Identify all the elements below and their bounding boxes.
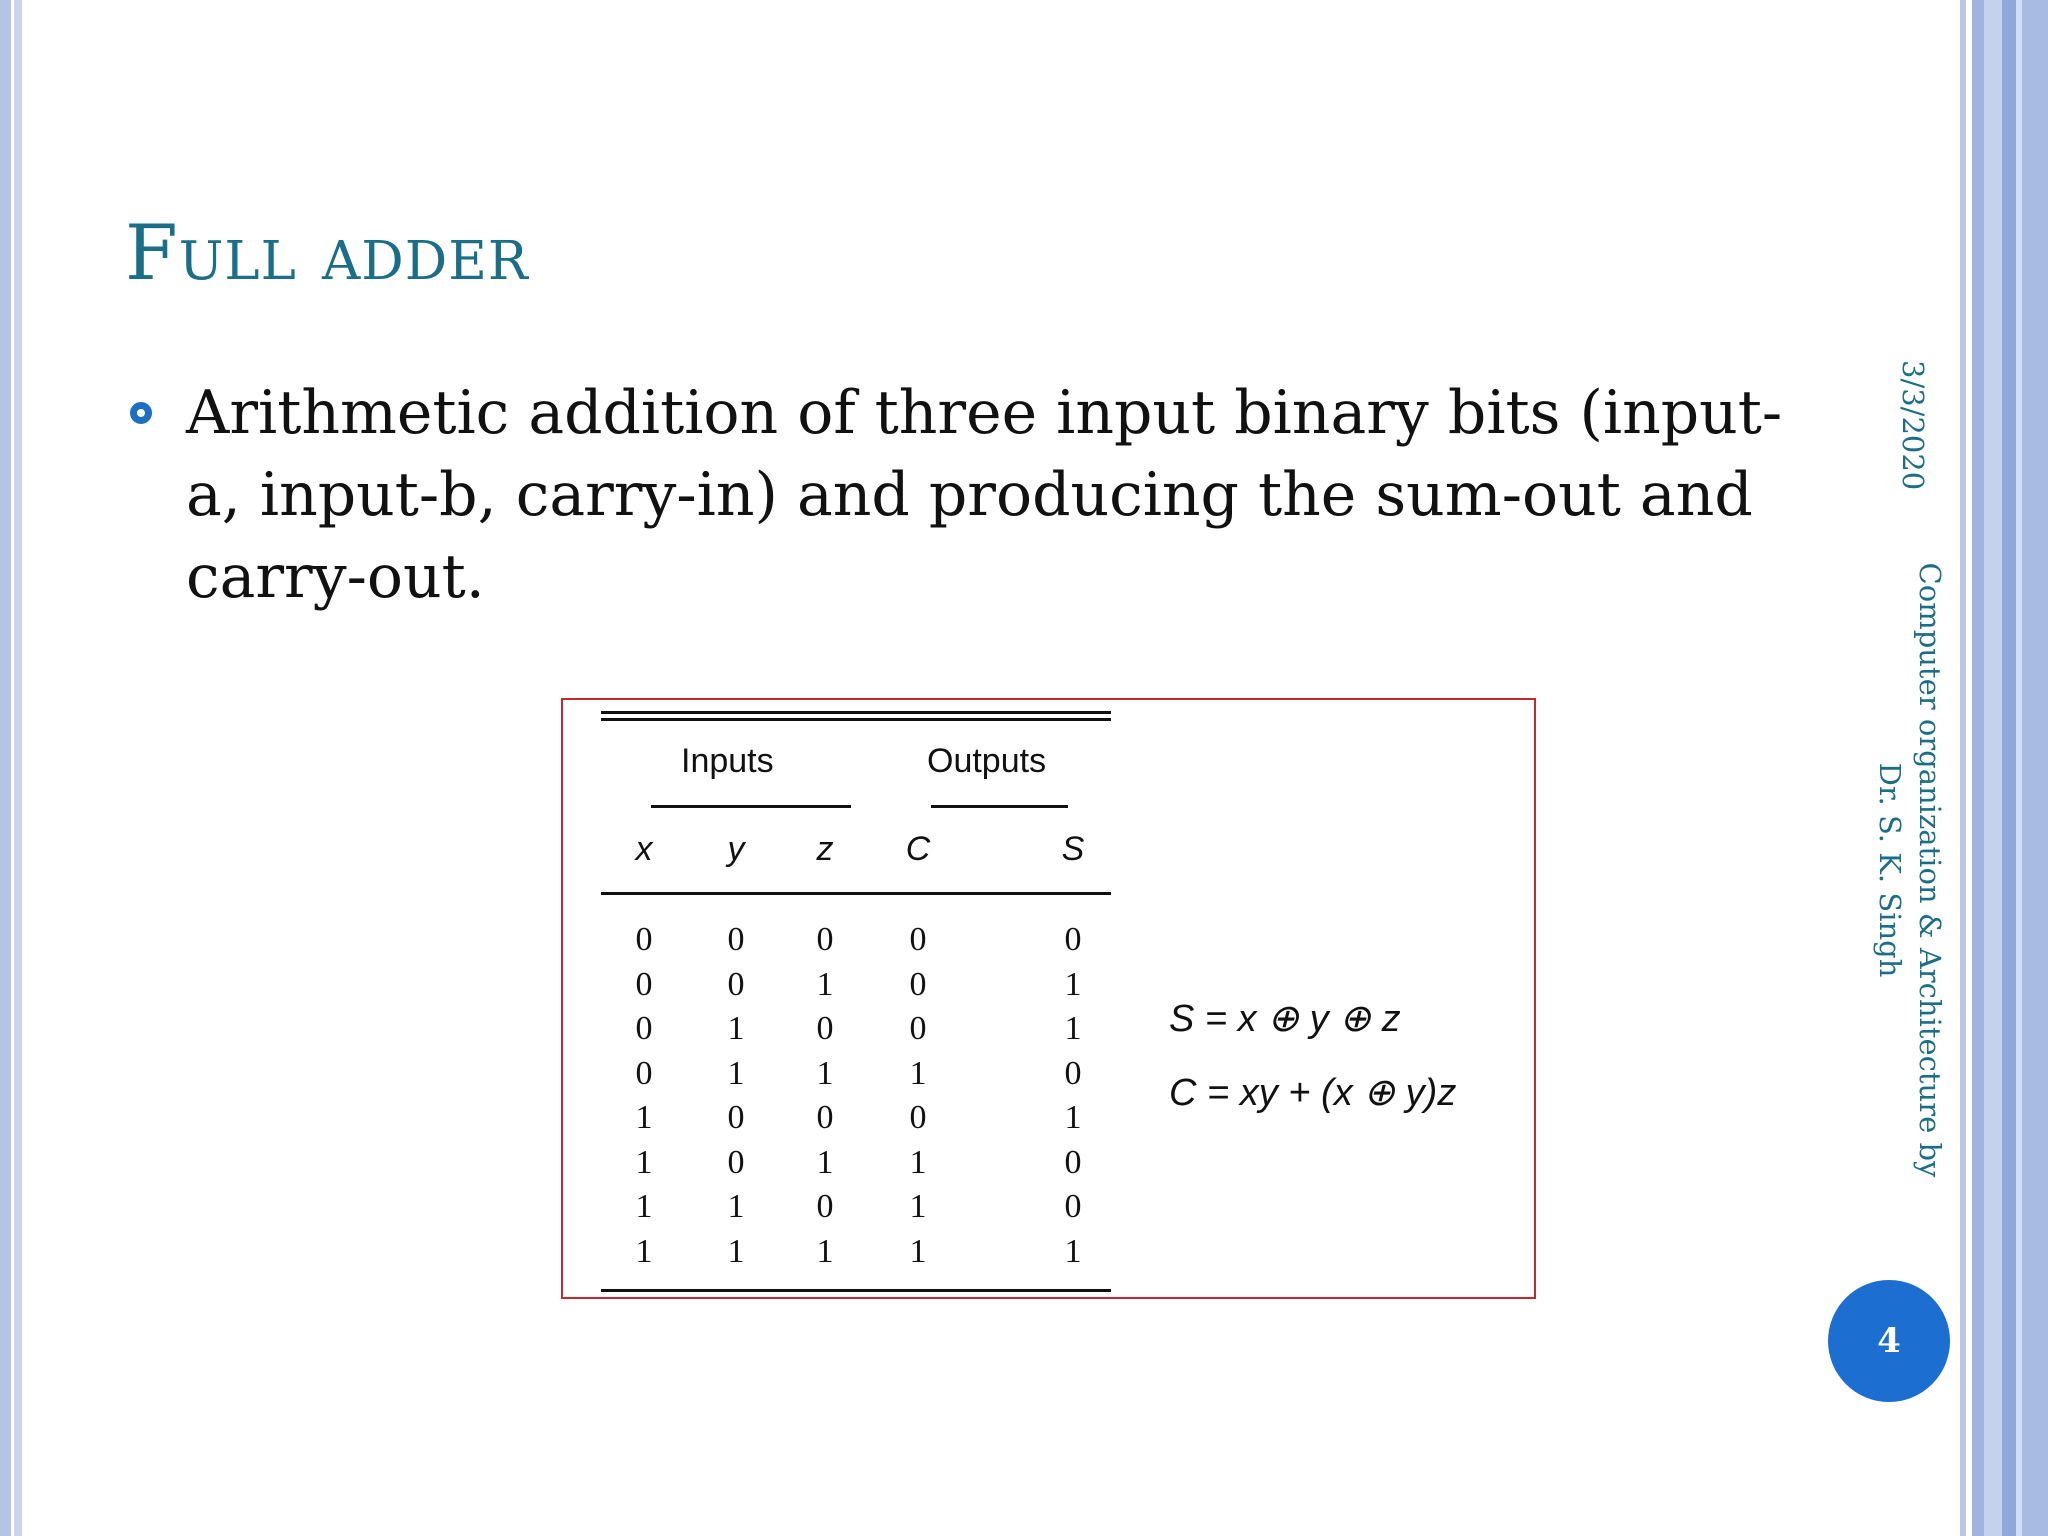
table-cell: 1	[1064, 965, 1082, 1003]
table-cell: 0	[635, 1054, 653, 1092]
slide-date: 3/3/2020	[1896, 360, 1930, 491]
column-header-c: C	[905, 830, 931, 868]
table-top-rule	[601, 711, 1111, 714]
table-cell: 1	[727, 1054, 745, 1092]
table-header-rule	[601, 892, 1111, 895]
table-cell: 0	[727, 965, 745, 1003]
column-x-values	[624, 918, 664, 1274]
table-cell: 0	[1064, 921, 1082, 958]
table-cell: 0	[727, 1099, 745, 1136]
table-cell: 1	[727, 1232, 745, 1270]
slide-title: Full adder	[125, 208, 529, 297]
right-decoration-stripe	[1984, 0, 2002, 1536]
table-cell: 1	[635, 1232, 653, 1270]
column-header-z: z	[816, 830, 834, 868]
table-cell: 1	[816, 1232, 834, 1270]
table-cell: 1	[909, 1143, 927, 1181]
bullet-circle-icon	[130, 402, 152, 424]
bullet-text: Arithmetic addition of three input binary bits (input-a, input-b, carry-in) and producing the sum-out and carry-out.	[186, 378, 1783, 612]
column-header-x: x	[635, 830, 653, 868]
table-cell: 0	[727, 1143, 745, 1181]
sum-equation: S = x ⊕ y ⊕ z	[1169, 998, 1401, 1040]
column-header-y: y	[727, 830, 745, 868]
left-decoration-stripe	[0, 0, 11, 1536]
table-cell: 0	[1064, 1054, 1082, 1092]
table-cell: 1	[635, 1188, 653, 1225]
table-cell: 0	[909, 921, 927, 958]
column-s-values	[1053, 918, 1093, 1274]
truth-table-figure	[561, 698, 1536, 1299]
table-cell: 1	[635, 1099, 653, 1136]
table-cell: 1	[909, 1232, 927, 1270]
table-cell: 0	[909, 1010, 927, 1047]
right-decoration-stripe	[1960, 0, 1966, 1536]
table-cell: 1	[727, 1010, 745, 1047]
table-cell: 0	[909, 1099, 927, 1136]
right-decoration-stripe	[2002, 0, 2016, 1536]
slide-footer: Computer organization & Architecture by Dr. S. K. Singh	[1873, 562, 1947, 1178]
inputs-underline	[651, 805, 851, 808]
table-cell: 0	[1064, 1143, 1082, 1181]
left-decoration-stripe	[14, 0, 22, 1536]
column-header-s: S	[1061, 830, 1085, 868]
table-cell: 0	[816, 1010, 834, 1047]
column-y-values	[716, 918, 756, 1274]
outputs-header: Outputs	[927, 742, 1047, 780]
inputs-header: Inputs	[681, 742, 774, 780]
table-cell: 1	[1064, 1010, 1082, 1047]
outputs-underline	[931, 805, 1068, 808]
table-top-rule	[601, 718, 1111, 721]
table-cell: 1	[1064, 1099, 1082, 1136]
table-cell: 0	[635, 921, 653, 958]
carry-equation: C = xy + (x ⊕ y)z	[1169, 1072, 1457, 1114]
table-bottom-rule	[601, 1289, 1111, 1292]
table-cell: 1	[909, 1054, 927, 1092]
table-cell: 1	[1064, 1232, 1082, 1270]
column-z-values	[805, 918, 845, 1274]
table-cell: 0	[816, 1188, 834, 1225]
table-cell: 0	[635, 965, 653, 1003]
right-decoration-stripe	[1972, 0, 1984, 1536]
table-cell: 0	[727, 921, 745, 958]
column-c-values	[898, 918, 938, 1274]
right-decoration-stripe	[2022, 0, 2048, 1536]
table-cell: 1	[816, 1054, 834, 1092]
table-cell: 1	[727, 1188, 745, 1225]
page-number-badge: 4	[1828, 1280, 1950, 1402]
table-cell: 0	[909, 965, 927, 1003]
table-cell: 1	[816, 965, 834, 1003]
table-cell: 1	[816, 1143, 834, 1181]
table-cell: 0	[1064, 1188, 1082, 1225]
table-cell: 1	[909, 1188, 927, 1225]
table-cell: 0	[635, 1010, 653, 1047]
table-cell: 0	[816, 921, 834, 958]
table-cell: 1	[635, 1143, 653, 1181]
table-cell: 0	[816, 1099, 834, 1136]
